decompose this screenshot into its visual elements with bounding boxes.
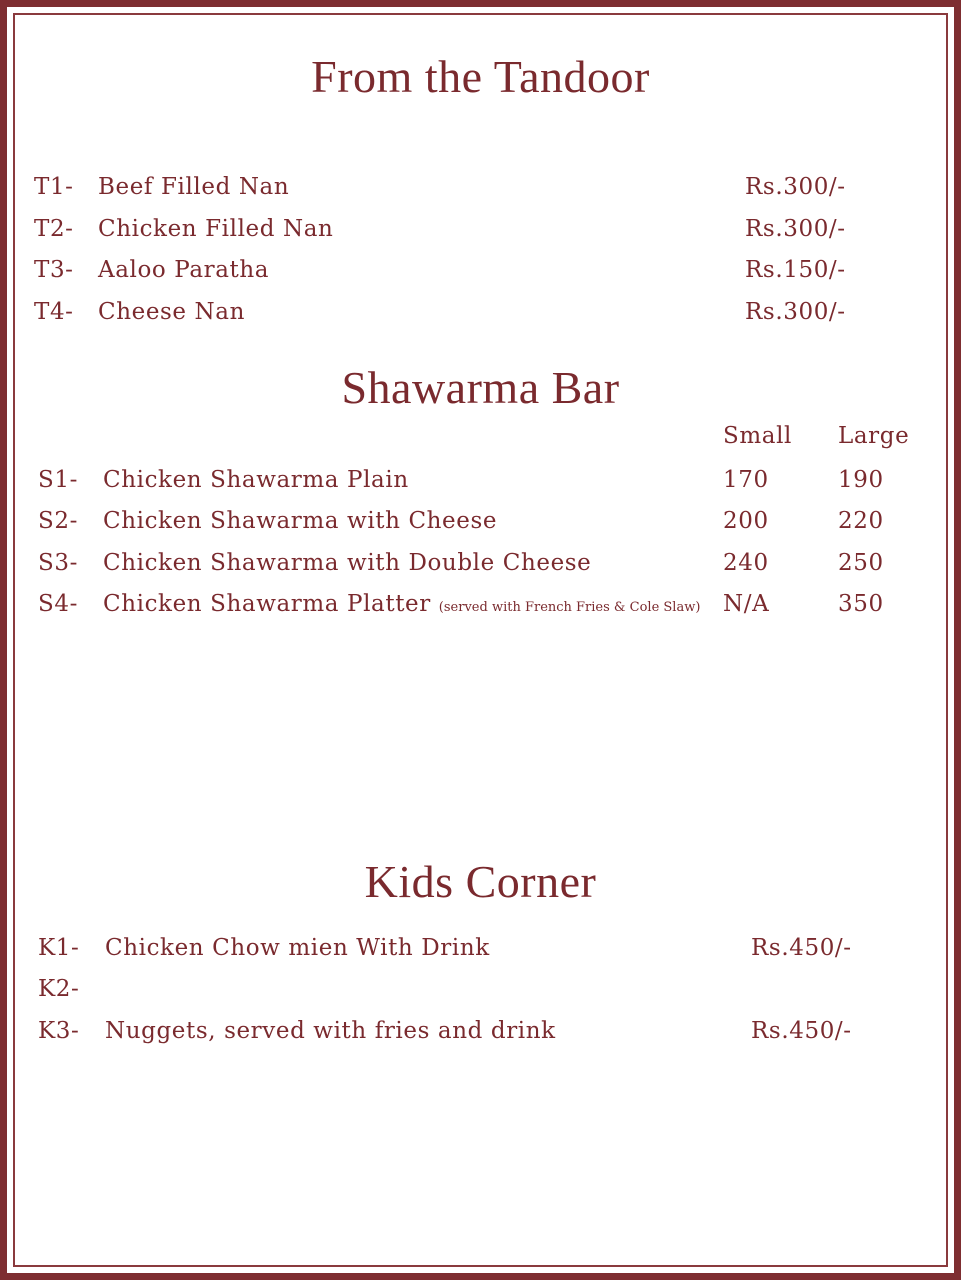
item-price: Rs.450/- [751, 1018, 852, 1044]
item-name: Chicken Shawarma Platter [103, 591, 431, 617]
item-name: Chicken Shawarma with Double Cheese [103, 550, 592, 576]
item-name: Beef Filled Nan [98, 174, 290, 200]
item-code: T1- [34, 174, 74, 200]
item-price: Rs.450/- [751, 935, 852, 961]
section-title-tandoor: From the Tandoor [311, 51, 650, 102]
item-name: Chicken Chow mien With Drink [105, 935, 490, 961]
section-title-kids: Kids Corner [364, 856, 597, 907]
price-large: 350 [838, 591, 884, 617]
price-large: 220 [838, 508, 884, 534]
item-price: Rs.300/- [745, 174, 846, 200]
item-code: T2- [34, 216, 74, 242]
item-name: Chicken Filled Nan [98, 216, 334, 242]
price-small: 170 [723, 467, 769, 493]
item-code: S4- [38, 591, 78, 617]
item-code: K3- [38, 1018, 80, 1044]
section-title-shawarma: Shawarma Bar [341, 362, 620, 413]
item-code: T4- [34, 299, 74, 325]
item-note: (served with French Fries & Cole Slaw) [438, 600, 701, 615]
item-price: Rs.150/- [745, 257, 846, 283]
item-price: Rs.300/- [745, 299, 846, 325]
column-header-large: Large [838, 423, 910, 449]
price-small: 240 [723, 550, 769, 576]
price-large: 250 [838, 550, 884, 576]
column-header-small: Small [723, 423, 792, 449]
item-name: Nuggets, served with fries and drink [105, 1018, 556, 1044]
item-code: K2- [38, 976, 80, 1002]
item-code: S1- [38, 467, 78, 493]
item-name: Cheese Nan [98, 299, 246, 325]
item-code: T3- [34, 257, 74, 283]
price-small: 200 [723, 508, 769, 534]
price-large: 190 [838, 467, 884, 493]
item-name: Chicken Shawarma Plain [103, 467, 409, 493]
item-name: Chicken Shawarma with Cheese [103, 508, 498, 534]
item-name: Aaloo Paratha [98, 257, 270, 283]
price-small: N/A [723, 591, 770, 617]
item-code: K1- [38, 935, 80, 961]
item-code: S2- [38, 508, 78, 534]
item-price: Rs.300/- [745, 216, 846, 242]
item-code: S3- [38, 550, 78, 576]
item-name-with-note [103, 589, 700, 623]
